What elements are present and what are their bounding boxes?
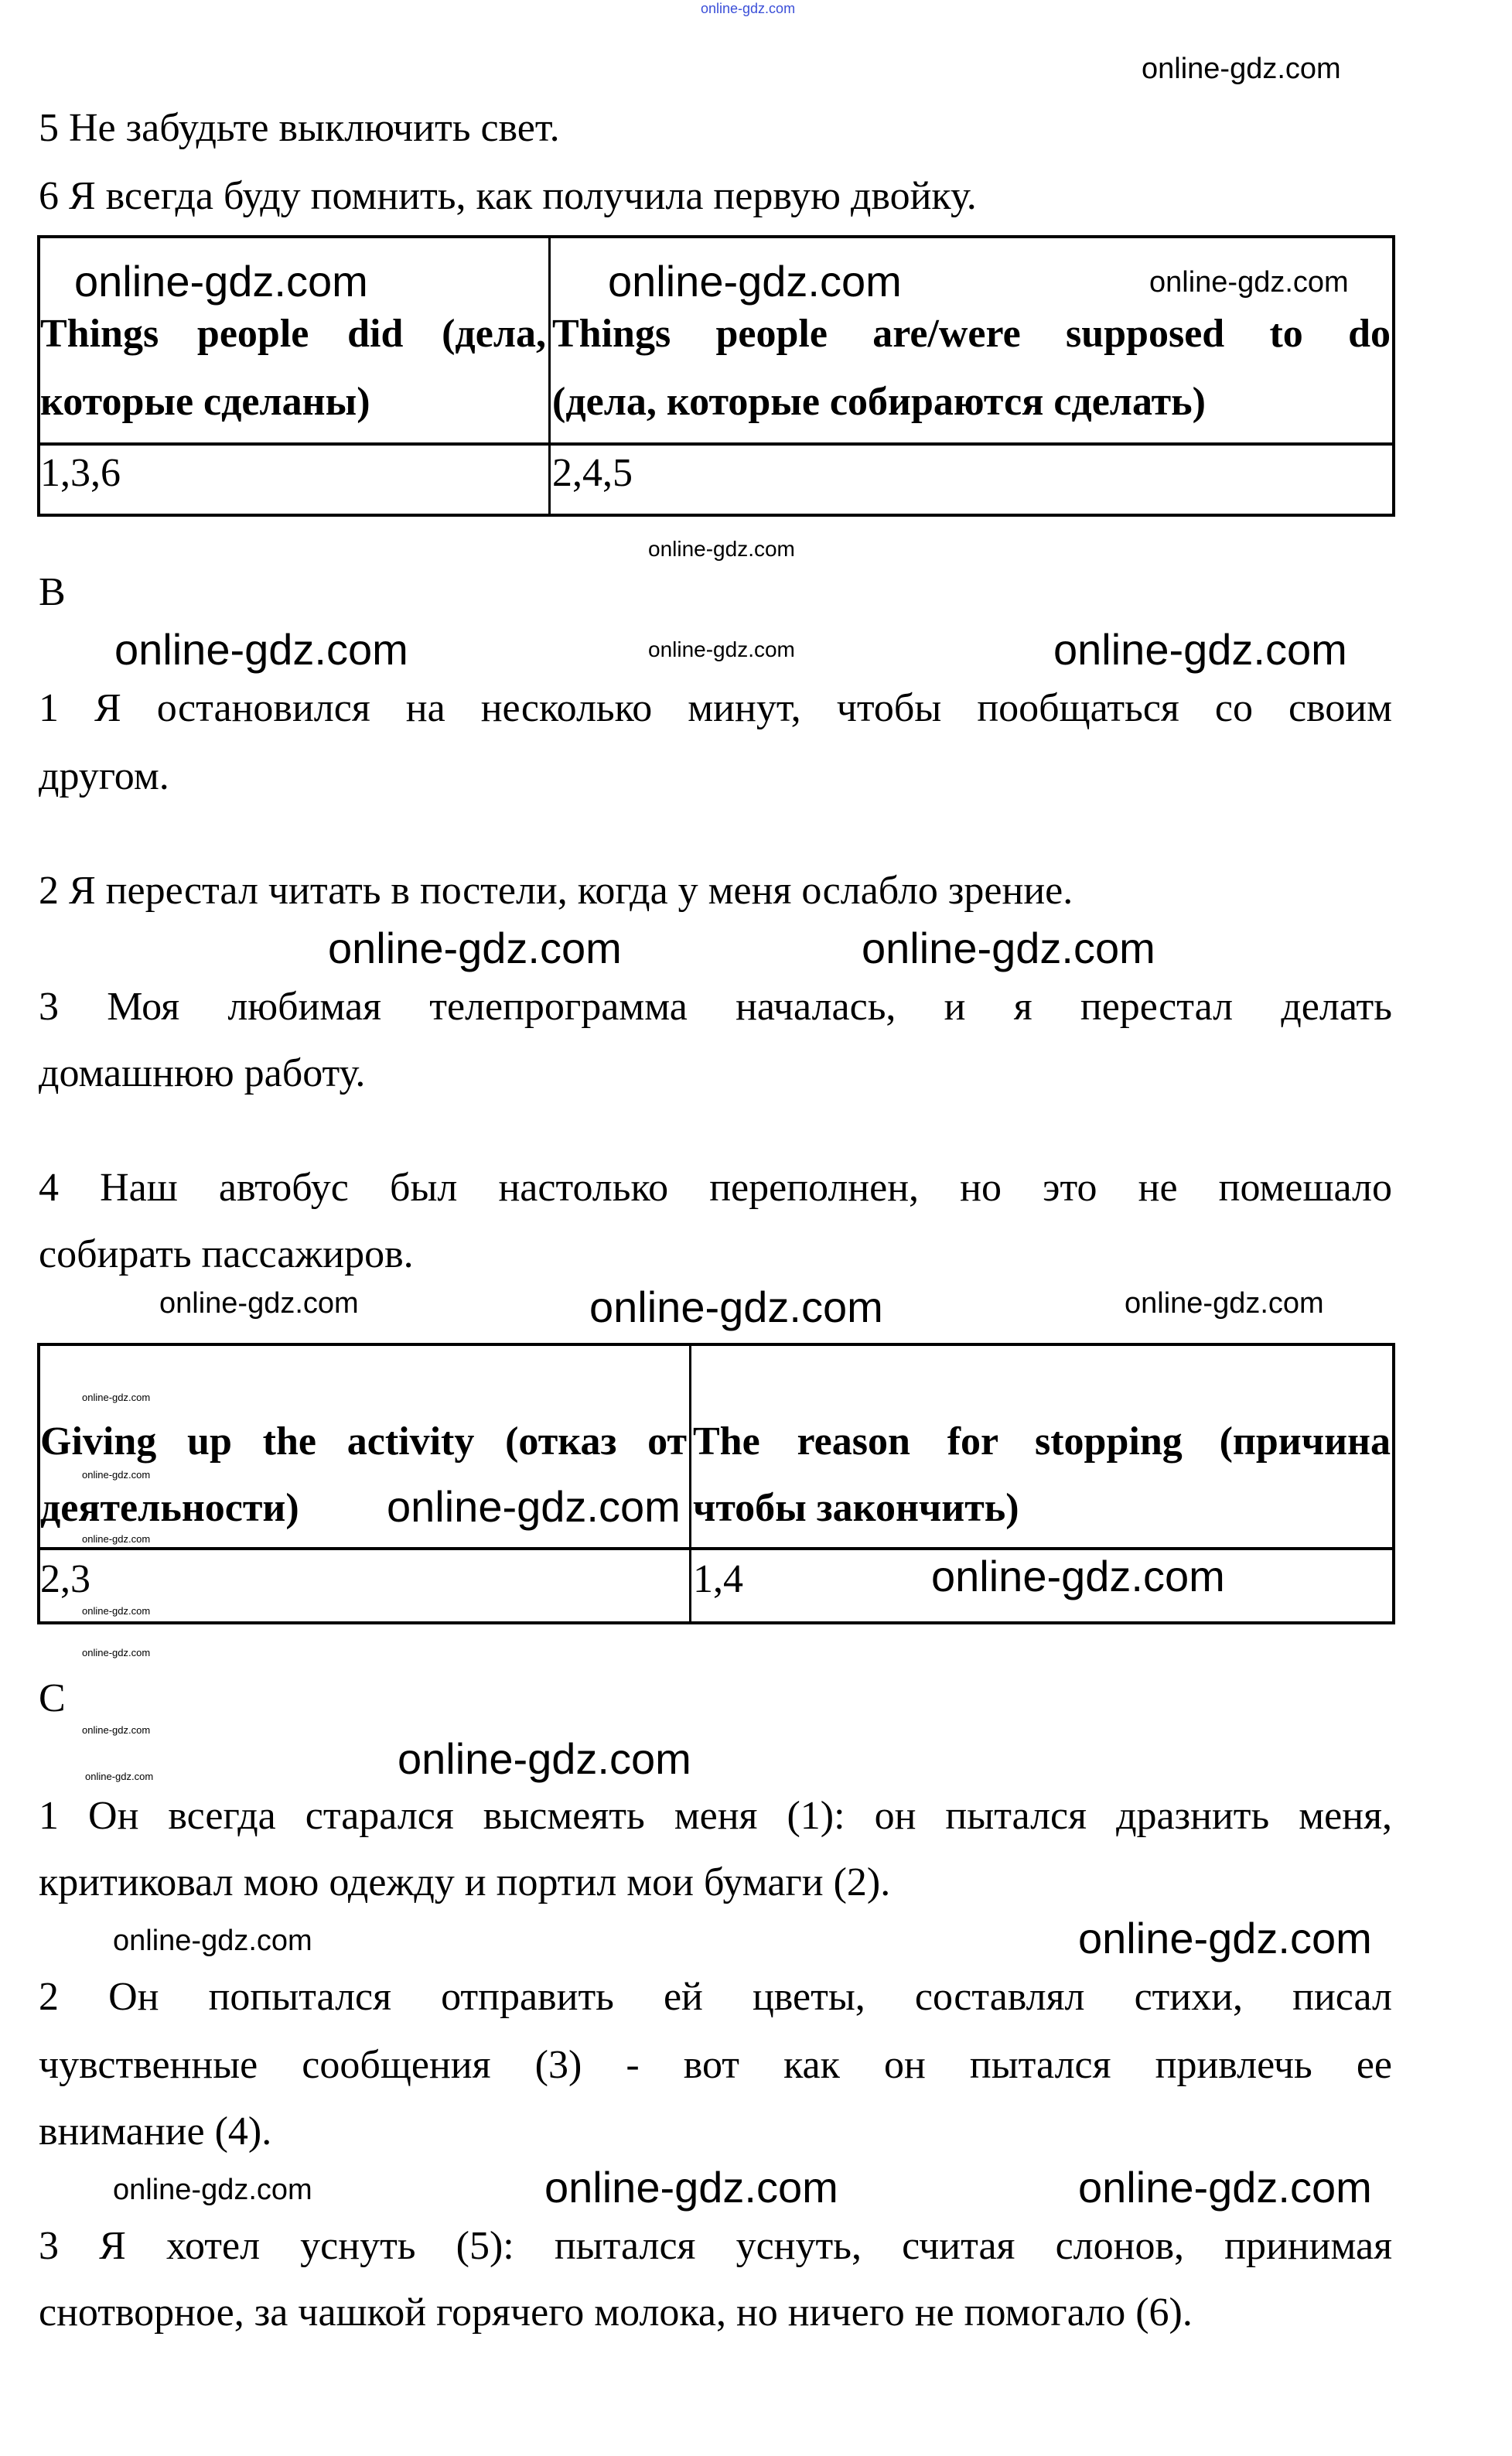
table-b-header-col2: чтобы закончить) <box>693 1486 1019 1530</box>
table-b-value-col2: 1,4 <box>693 1557 743 1601</box>
watermark: online-gdz.com <box>1078 1914 1372 1962</box>
table-a <box>37 235 1395 517</box>
watermark: online-gdz.com <box>82 1469 151 1481</box>
table-a-header-col2: Things people are/were supposed to do <box>552 312 1391 356</box>
watermark: online-gdz.com <box>398 1734 691 1783</box>
table-a-row-divider <box>37 442 1395 446</box>
watermark: online-gdz.com <box>387 1482 681 1531</box>
table-a-value-col1: 1,3,6 <box>40 451 121 495</box>
watermark: online-gdz.com <box>1125 1287 1324 1320</box>
watermark: online-gdz.com <box>544 2163 838 2212</box>
item-c1: 1 Он всегда старался высмеять меня (1): он пытался дразнить меня, <box>39 1794 1392 1838</box>
table-a-value-col2: 2,4,5 <box>552 451 633 495</box>
watermark: online-gdz.com <box>1053 625 1347 674</box>
watermark: online-gdz.com <box>113 1925 312 1957</box>
item-b4: 4 Наш автобус был настолько переполнен, но это не помешало <box>39 1166 1392 1210</box>
watermark: online-gdz.com <box>82 1647 151 1658</box>
section-b-heading: B <box>39 570 66 614</box>
watermark: online-gdz.com <box>74 257 368 306</box>
table-a-header-col2: (дела, которые собираются сделать) <box>552 380 1206 424</box>
watermark: online-gdz.com <box>113 2174 312 2206</box>
table-a-header-col1: Things people did (дела, <box>40 312 546 356</box>
watermark: online-gdz.com <box>648 537 795 561</box>
watermark: online-gdz.com <box>1142 53 1341 85</box>
watermark: online-gdz.com <box>328 924 622 972</box>
item-b4: собирать пассажиров. <box>39 1232 414 1276</box>
watermark: online-gdz.com <box>1149 266 1349 299</box>
table-a-header-col1: которые сделаны) <box>40 380 370 424</box>
item-c2: чувственные сообщения (3) - вот как он пытался привлечь ее <box>39 2043 1392 2087</box>
sentence-6: 6 Я всегда буду помнить, как получила первую двойку. <box>39 174 977 218</box>
watermark: online-gdz.com <box>862 924 1155 972</box>
item-b3: 3 Моя любимая телепрограмма началась, и я перестал делать <box>39 985 1392 1029</box>
item-c2: внимание (4). <box>39 2109 272 2154</box>
watermark: online-gdz.com <box>608 257 902 306</box>
sentence-5: 5 Не забудьте выключить свет. <box>39 106 560 150</box>
watermark: online-gdz.com <box>1078 2163 1372 2212</box>
watermark: online-gdz.com <box>85 1771 154 1782</box>
watermark: online-gdz.com <box>82 1724 151 1736</box>
section-c-heading: C <box>39 1676 66 1720</box>
table-b-header-col1: Giving up the activity (отказ от <box>40 1419 687 1464</box>
watermark: online-gdz.com <box>701 1 796 16</box>
item-c3: снотворное, за чашкой горячего молока, но ничего не помогало (6). <box>39 2290 1193 2335</box>
table-b-row-divider <box>37 1547 1395 1550</box>
table-b-value-col1: 2,3 <box>40 1557 90 1601</box>
item-c3: 3 Я хотел уснуть (5): пытался уснуть, считая слонов, принимая <box>39 2224 1392 2268</box>
item-b1: другом. <box>39 754 169 798</box>
item-b3: домашнюю работу. <box>39 1051 366 1095</box>
item-c1: критиковал мою одежду и портил мои бумаги (2). <box>39 1860 891 1904</box>
table-b-header-col1: деятельности) <box>40 1486 299 1530</box>
item-b1: 1 Я остановился на несколько минут, чтобы пообщаться со своим <box>39 686 1392 730</box>
table-b-header-col2: The reason for stopping (причина <box>693 1419 1391 1464</box>
table-a-divider <box>548 235 551 517</box>
watermark: online-gdz.com <box>82 1605 151 1617</box>
watermark: online-gdz.com <box>589 1283 883 1331</box>
watermark: online-gdz.com <box>114 625 408 674</box>
item-b2: 2 Я перестал читать в постели, когда у меня ослабло зрение. <box>39 869 1073 913</box>
watermark: online-gdz.com <box>82 1392 151 1403</box>
watermark: online-gdz.com <box>648 637 795 661</box>
item-c2: 2 Он попытался отправить ей цветы, составлял стихи, писал <box>39 1975 1392 2019</box>
watermark: online-gdz.com <box>159 1287 359 1320</box>
watermark: online-gdz.com <box>82 1533 151 1545</box>
table-b-divider <box>689 1343 691 1624</box>
watermark: online-gdz.com <box>931 1552 1225 1600</box>
